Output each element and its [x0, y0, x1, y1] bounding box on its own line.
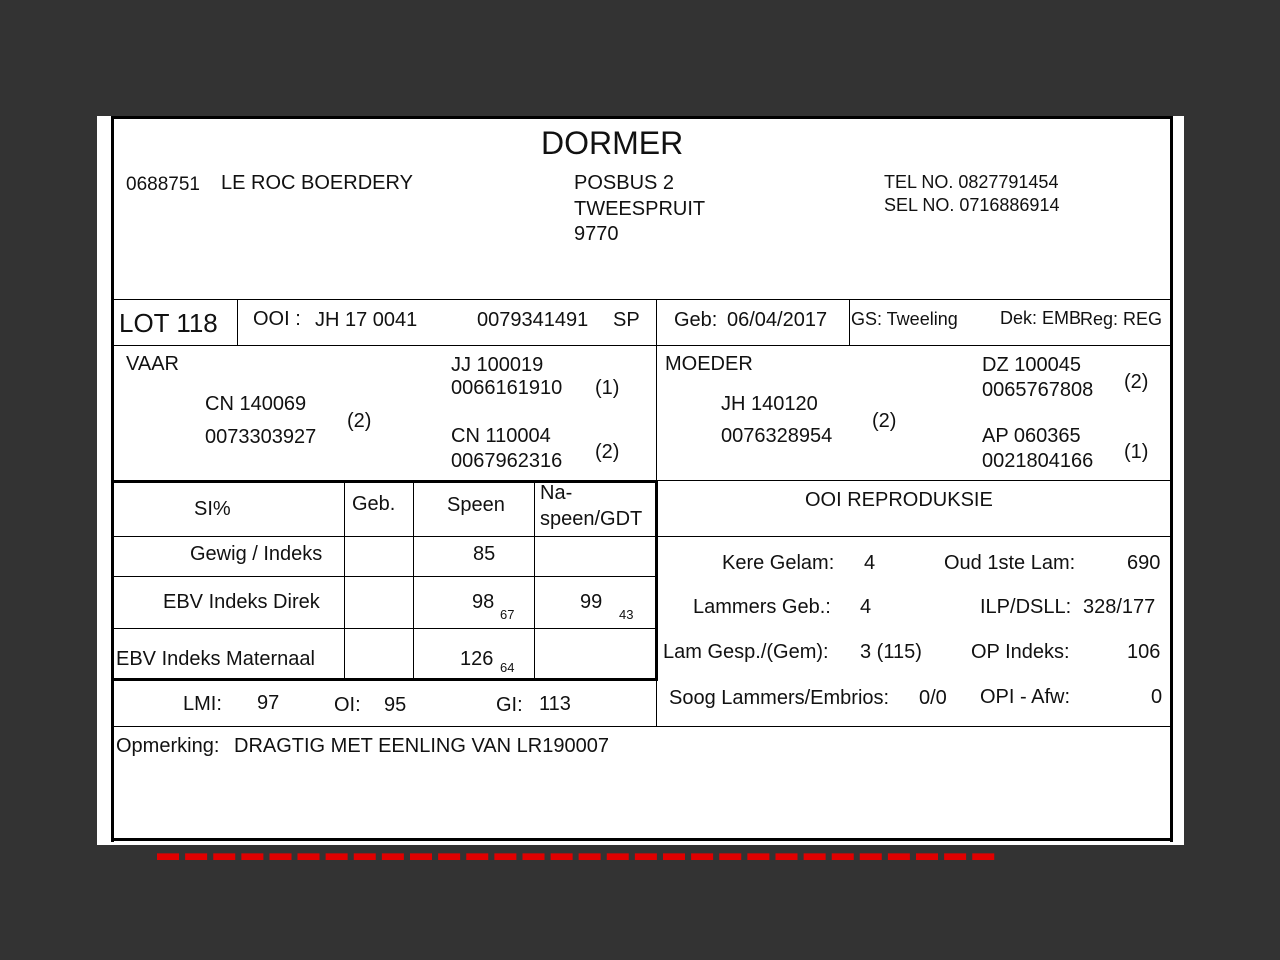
perf-col-geb — [344, 480, 345, 680]
ooi-id: JH 17 0041 — [315, 309, 418, 331]
moeder-sire-score: (2) — [1124, 371, 1149, 393]
row-maternaal-speen: 126 — [460, 648, 494, 670]
row-maternaal-speen-acc: 64 — [500, 660, 515, 675]
moeder-number: 0076328954 — [721, 425, 833, 447]
tel-number: TEL NO. 0827791454 — [884, 172, 1059, 192]
vaar-dam-number: 0067962316 — [451, 450, 563, 472]
vaar-number: 0073303927 — [205, 426, 317, 448]
address-line-1: POSBUS 2 — [574, 172, 675, 194]
moeder-dam-id: AP 060365 — [982, 425, 1081, 447]
owner-name: LE ROC BOERDERY — [221, 172, 413, 194]
kere-gelam-value: 4 — [864, 552, 876, 574]
remark-text: DRAGTIG MET EENLING VAN LR190007 — [234, 735, 609, 757]
divider-remark-top — [111, 726, 1171, 727]
opi-afw-label: OPI - Afw: — [980, 686, 1071, 708]
op-indeks-value: 106 — [1127, 641, 1161, 663]
perf-row-2 — [111, 576, 655, 577]
moeder-label: MOEDER — [665, 353, 753, 375]
vaar-sire-score: (1) — [595, 377, 620, 399]
border-right — [1170, 116, 1173, 842]
divider-lot-1 — [237, 299, 238, 345]
gi-value: 113 — [539, 693, 571, 715]
breed-title: DORMER — [541, 125, 684, 161]
row-direk-speen: 98 — [472, 591, 495, 613]
divider-lot-2 — [656, 299, 657, 480]
kere-gelam-label: Kere Gelam: — [722, 552, 835, 574]
birth-date: 06/04/2017 — [727, 309, 828, 331]
dek-value: Dek: EMB — [1000, 308, 1082, 328]
divider-lot-top — [111, 299, 1171, 300]
col-speen: Speen — [447, 494, 505, 516]
oud-lam-value: 690 — [1127, 552, 1161, 574]
moeder-sire-id: DZ 100045 — [982, 354, 1081, 376]
sel-number: SEL NO. 0716886914 — [884, 195, 1060, 215]
perf-row-1 — [111, 536, 1171, 537]
soog-value: 0/0 — [919, 687, 947, 709]
oud-lam-label: Oud 1ste Lam: — [944, 552, 1076, 574]
vaar-sire-id: JJ 100019 — [451, 354, 544, 376]
repro-heading: OOI REPRODUKSIE — [805, 489, 993, 511]
oi-label: OI: — [334, 694, 361, 716]
vaar-score: (2) — [347, 410, 372, 432]
col-naspeen-1: Na- — [540, 482, 573, 504]
ooi-label: OOI : — [253, 308, 301, 330]
lot-card — [97, 116, 1184, 865]
moeder-dam-score: (1) — [1124, 441, 1149, 463]
remark-label: Opmerking: — [116, 735, 220, 757]
oi-value: 95 — [384, 694, 407, 716]
ooi-sp: SP — [613, 309, 640, 331]
perf-table-right — [655, 480, 658, 680]
row-direk-naspeen-acc: 43 — [619, 607, 634, 622]
address-line-2: TWEESPRUIT — [574, 198, 706, 220]
divider-lot-3 — [849, 299, 850, 345]
vaar-id: CN 140069 — [205, 393, 307, 415]
lot-number: LOT 118 — [119, 308, 218, 338]
owner-code: 0688751 — [126, 174, 200, 195]
row-direk-label: EBV Indeks Direk — [163, 591, 320, 613]
perf-row-3 — [111, 628, 655, 629]
opi-afw-value: 0 — [1151, 686, 1163, 708]
vaar-dam-score: (2) — [595, 441, 620, 463]
address-line-3: 9770 — [574, 223, 619, 245]
moeder-sire-number: 0065767808 — [982, 379, 1094, 401]
vaar-dam-id: CN 110004 — [451, 425, 551, 447]
vaar-label: VAAR — [126, 353, 179, 375]
reg-value: Reg: REG — [1080, 309, 1163, 329]
lammers-geb-label: Lammers Geb.: — [693, 596, 831, 618]
perf-table-top — [111, 480, 658, 483]
ilp-value: 328/177 — [1083, 596, 1156, 618]
op-indeks-label: OP Indeks: — [971, 641, 1070, 663]
perf-table-bottom — [111, 678, 658, 681]
col-si: SI% — [194, 498, 231, 520]
row-maternaal-label: EBV Indeks Maternaal — [116, 648, 315, 670]
vaar-sire-number: 0066161910 — [451, 377, 563, 399]
ilp-label: ILP/DSLL: — [980, 596, 1072, 618]
row-gewig-speen: 85 — [473, 543, 496, 565]
cropped-red-footnote: ▬ ▬ ▬ ▬ ▬ ▬ ▬ ▬ ▬ ▬ ▬ ▬ ▬ ▬ ▬ ▬ ▬ ▬ ▬ ▬ ▬ ▬ ▬ ▬ ▬ ▬ ▬ ▬ ▬ ▬ — [157, 840, 995, 865]
col-geb: Geb. — [352, 493, 396, 515]
col-naspeen-2: speen/GDT — [540, 508, 643, 530]
ooi-number: 0079341491 — [477, 309, 589, 331]
perf-col-naspeen — [534, 480, 535, 680]
gs-value: GS: Tweeling — [851, 309, 958, 329]
moeder-score: (2) — [872, 410, 897, 432]
birth-label: Geb: — [674, 309, 718, 331]
lmi-value: 97 — [257, 692, 280, 714]
lmi-label: LMI: — [183, 693, 222, 715]
lammers-geb-value: 4 — [860, 596, 872, 618]
border-left — [111, 116, 114, 842]
perf-col-speen — [413, 480, 414, 680]
lam-gesp-label: Lam Gesp./(Gem): — [663, 641, 829, 663]
lam-gesp-value: 3 (115) — [860, 641, 922, 663]
moeder-dam-number: 0021804166 — [982, 450, 1094, 472]
border-top — [111, 116, 1173, 119]
moeder-id: JH 140120 — [721, 393, 818, 415]
row-direk-naspeen: 99 — [580, 591, 603, 613]
row-direk-speen-acc: 67 — [500, 607, 515, 622]
soog-label: Soog Lammers/Embrios: — [669, 687, 890, 709]
divider-lot-bottom — [111, 345, 1171, 346]
row-gewig-label: Gewig / Indeks — [190, 543, 323, 565]
repro-left-line — [656, 680, 657, 726]
gi-label: GI: — [496, 694, 523, 716]
